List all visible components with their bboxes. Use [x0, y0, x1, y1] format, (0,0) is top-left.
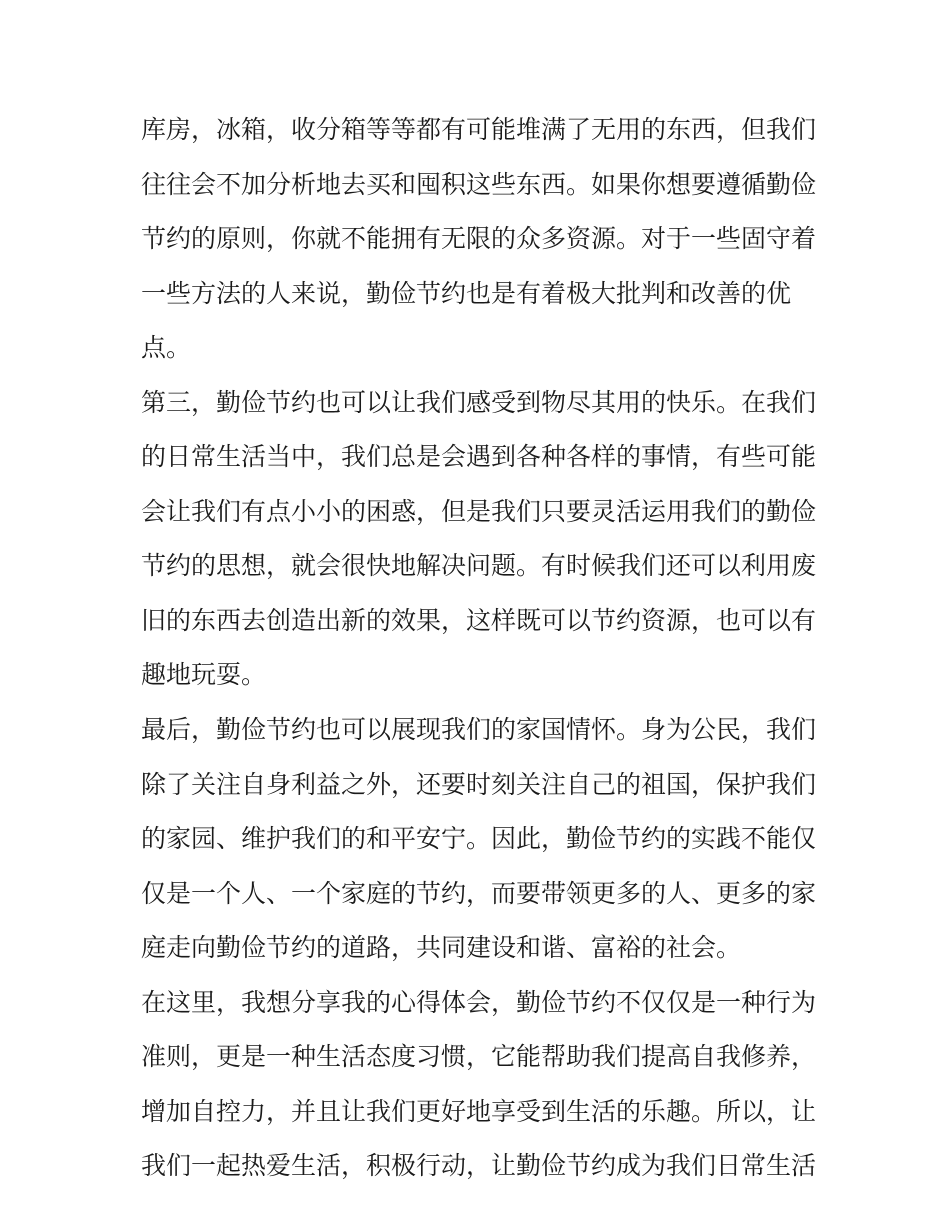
- text-line: 增加自控力，并且让我们更好地享受到生活的乐趣。所以，让: [141, 1096, 817, 1126]
- text-line: 节约的思想，就会很快地解决问题。有时候我们还可以利用废: [141, 551, 817, 581]
- body-text: [141, 103, 821, 1194]
- text-line: 在这里，我想分享我的心得体会，勤俭节约不仅仅是一种行为: [141, 987, 817, 1017]
- text-line: 趣地玩耍。: [141, 660, 267, 690]
- text-line: 仅是一个人、一个家庭的节约，而要带领更多的人、更多的家: [141, 878, 817, 908]
- text-line: 会让我们有点小小的困惑，但是我们只要灵活运用我们的勤俭: [141, 496, 817, 526]
- text-line: 我们一起热爱生活，积极行动，让勤俭节约成为我们日常生活: [141, 1151, 817, 1181]
- text-line: 准则，更是一种生活态度习惯，它能帮助我们提高自我修养，: [141, 1042, 817, 1072]
- text-line: 旧的东西去创造出新的效果，这样既可以节约资源，也可以有: [141, 605, 817, 635]
- text-line: 最后，勤俭节约也可以展现我们的家国情怀。身为公民，我们: [141, 715, 817, 745]
- text-line: 往往会不加分析地去买和囤积这些东西。如果你想要遵循勤俭: [141, 169, 817, 199]
- text-line: 庭走向勤俭节约的道路，共同建设和谐、富裕的社会。: [141, 933, 742, 963]
- text-line: 点。: [141, 333, 192, 363]
- text-line: 的日常生活当中，我们总是会遇到各种各样的事情，有些可能: [141, 442, 817, 472]
- text-line: 库房，冰箱，收分箱等等都有可能堆满了无用的东西，但我们: [141, 115, 817, 144]
- text-line: 除了关注自身利益之外，还要时刻关注自己的祖国，保护我们: [141, 769, 817, 799]
- text-line: 节约的原则，你就不能拥有无限的众多资源。对于一些固守着: [141, 224, 817, 254]
- text-line: 第三，勤俭节约也可以让我们感受到物尽其用的快乐。在我们: [141, 387, 817, 417]
- text-line: 的家园、维护我们的和平安宁。因此，勤俭节约的实践不能仅: [141, 824, 817, 854]
- text-line: 一些方法的人来说，勤俭节约也是有着极大批判和改善的优: [141, 278, 792, 308]
